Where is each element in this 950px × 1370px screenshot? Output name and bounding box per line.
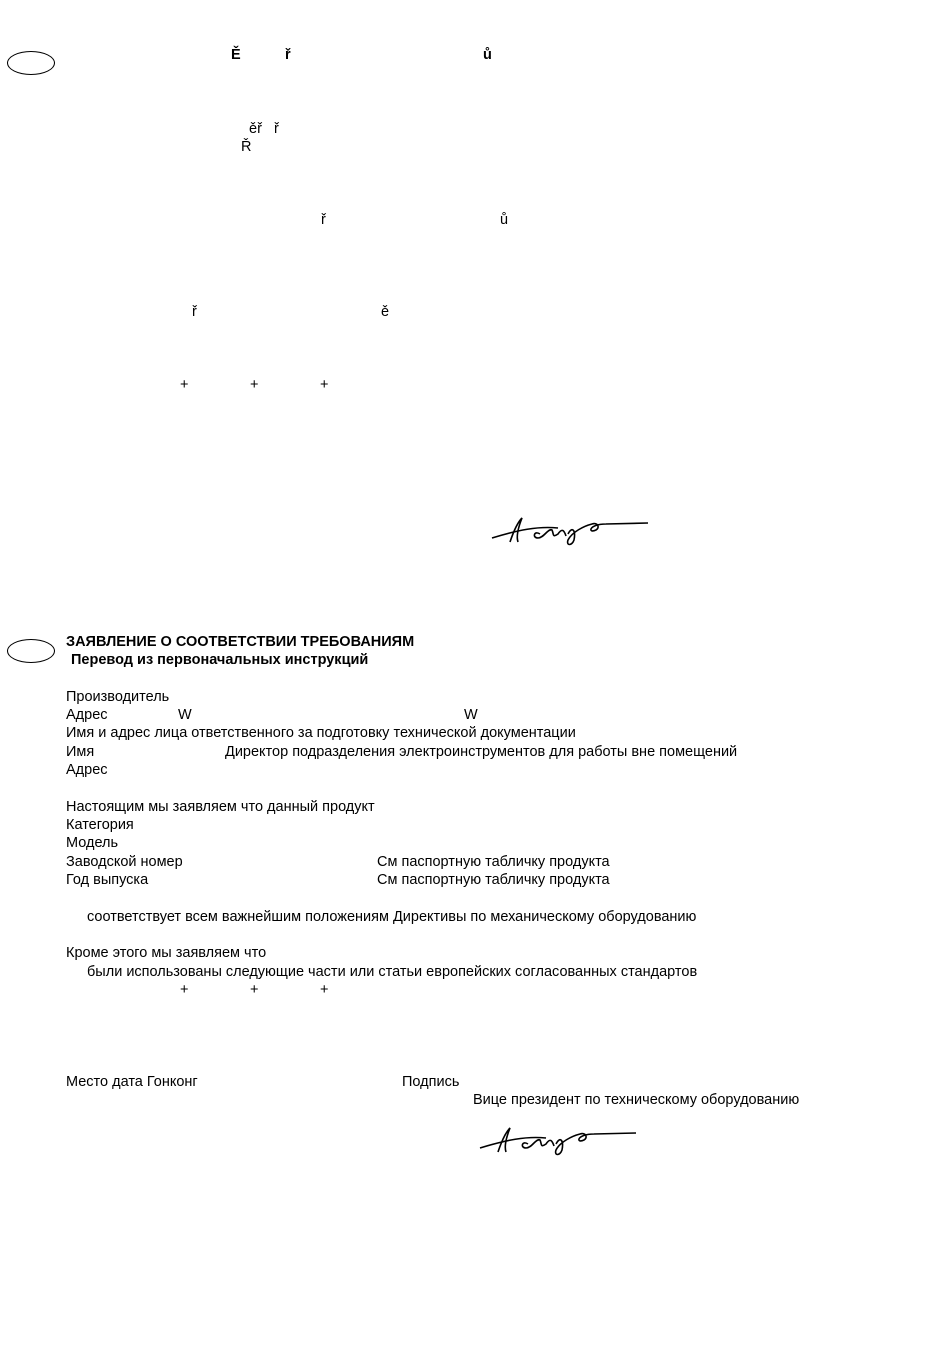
signature-bottom [476, 1122, 646, 1162]
czech-title-char-1: Ě [231, 47, 241, 63]
czech-title-char-2: ř [285, 47, 291, 63]
signature-top [488, 512, 658, 552]
year-label: Год выпуска [66, 872, 149, 888]
czech-plus-2: + [250, 377, 259, 393]
address-label: Адрес [66, 707, 108, 723]
conforms-text: соответствует всем важнейшим положениям Директивы по механическому оборудованию [87, 909, 697, 925]
name-value: Директор подразделения электроинструментов для работы вне помещений [225, 744, 738, 760]
year-value: См паспортную табличку продукта [377, 872, 610, 888]
language-badge-oval-ru [7, 639, 55, 663]
serial-label: Заводской номер [66, 854, 183, 870]
declare-text: Настоящим мы заявляем что данный продукт [66, 799, 375, 815]
vp-title: Вице президент по техническому оборудованию [473, 1092, 800, 1108]
czech-plus-3: + [320, 377, 329, 393]
ru-plus-3: + [320, 982, 329, 998]
czech-line3-char: Ř [241, 139, 252, 155]
category-label: Категория [66, 817, 134, 833]
czech-line4-char-2: ů [500, 212, 509, 228]
language-badge-oval [7, 51, 55, 75]
address-w-2: W [464, 707, 478, 723]
czech-plus-1: + [180, 377, 189, 393]
address-w-1: W [178, 707, 192, 723]
page-subtitle: Перевод из первоначальных инструкций [71, 652, 369, 668]
serial-value: См паспортную табличку продукта [377, 854, 610, 870]
place-date: Место дата Гонконг [66, 1074, 198, 1090]
responsible-person-label: Имя и адрес лица ответственного за подготовку технической документации [66, 725, 576, 741]
manufacturer-label: Производитель [66, 689, 170, 705]
name-label: Имя [66, 744, 95, 760]
ru-plus-2: + [250, 982, 259, 998]
czech-line5-char-2: ě [381, 304, 390, 320]
page-title: ЗАЯВЛЕНИЕ О СООТВЕТСТВИИ ТРЕБОВАНИЯМ [66, 634, 415, 650]
czech-line2-chars: ěř ř [249, 121, 279, 137]
model-label: Модель [66, 835, 119, 851]
czech-title-char-3: ů [483, 47, 492, 63]
standards-text: были использованы следующие части или статьи европейских согласованных стандартов [87, 964, 698, 980]
signature-label: Подпись [402, 1074, 460, 1090]
czech-line5-char-1: ř [192, 304, 197, 320]
address2-label: Адрес [66, 762, 108, 778]
besides-text: Кроме этого мы заявляем что [66, 945, 267, 961]
czech-line4-char-1: ř [321, 212, 326, 228]
ru-plus-1: + [180, 982, 189, 998]
